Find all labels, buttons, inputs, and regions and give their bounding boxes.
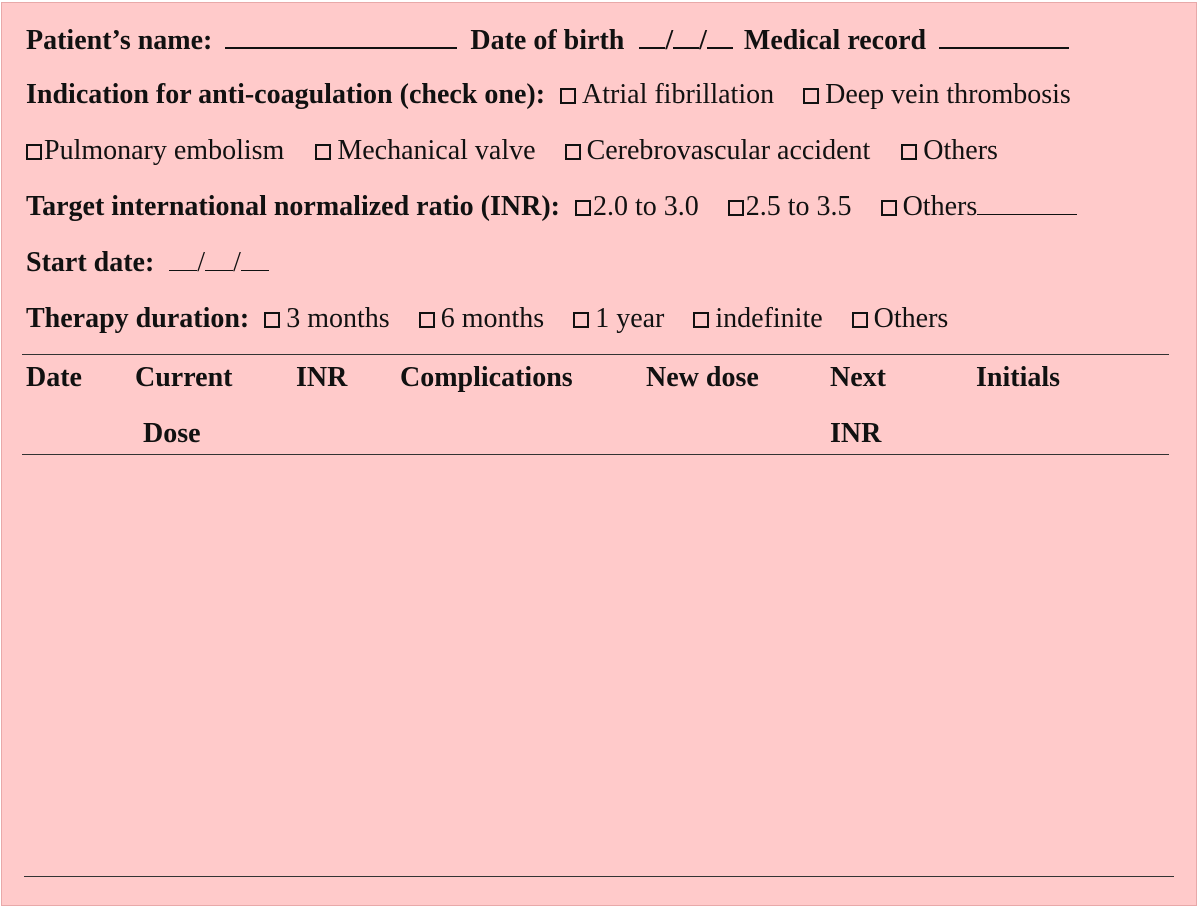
col-initials: Initials [976, 362, 1061, 393]
option-inr-others[interactable]: Others [881, 191, 978, 223]
option-duration-others[interactable]: Others [852, 303, 949, 335]
dob-month-field[interactable] [639, 25, 665, 49]
col-complications: Complications [400, 362, 573, 393]
col-inr: INR [296, 362, 348, 393]
start-date-row [26, 247, 269, 279]
dob-day-field[interactable] [673, 25, 699, 49]
checkbox-icon[interactable] [573, 312, 589, 328]
col-current: Current [135, 362, 233, 393]
table-body[interactable] [22, 456, 1172, 876]
dob-year-field[interactable] [707, 25, 733, 49]
table-bottom-rule [24, 876, 1174, 877]
start-year-field[interactable] [241, 248, 269, 271]
anticoagulation-form [1, 2, 1197, 906]
checkbox-icon[interactable] [560, 88, 576, 104]
header-row [26, 25, 1069, 57]
medical-record-field[interactable] [939, 25, 1069, 49]
patient-name-field[interactable] [225, 25, 457, 49]
option-indefinite[interactable]: indefinite [693, 303, 822, 335]
checkbox-icon[interactable] [803, 88, 819, 104]
checkbox-icon[interactable] [419, 312, 435, 328]
indication-label: Indication for anti-coagulation (check one): [26, 79, 546, 110]
checkbox-icon[interactable] [693, 312, 709, 328]
start-date-separator: / [233, 247, 241, 278]
target-inr-label: Target international normalized ratio (INR): [26, 191, 560, 222]
col-new-dose: New dose [646, 362, 759, 393]
medical-record-label: Medical record [743, 25, 927, 56]
dob-label: Date of birth [470, 25, 625, 56]
start-date-label: Start date: [26, 247, 155, 278]
dob-separator: / [665, 25, 674, 56]
start-date-separator: / [197, 247, 206, 278]
therapy-duration-row [26, 303, 948, 335]
table-header-rule [22, 454, 1169, 455]
option-indication-others[interactable]: Others [901, 135, 998, 167]
option-1-year[interactable]: 1 year [573, 303, 664, 335]
col-date: Date [26, 362, 82, 393]
start-day-field[interactable] [205, 248, 233, 271]
checkbox-icon[interactable] [264, 312, 280, 328]
start-month-field[interactable] [169, 248, 197, 271]
dob-separator: / [699, 25, 707, 56]
col-current-dose: Dose [143, 418, 201, 449]
inr-others-field[interactable] [977, 192, 1077, 215]
checkbox-icon[interactable] [728, 200, 744, 216]
option-inr-2-5-3-5[interactable]: 2.5 to 3.5 [728, 191, 852, 223]
checkbox-icon[interactable] [565, 144, 581, 160]
option-mechanical-valve[interactable]: Mechanical valve [315, 135, 535, 167]
option-inr-2-3[interactable]: 2.0 to 3.0 [575, 191, 699, 223]
indication-row [26, 79, 1071, 111]
col-next: Next [830, 362, 886, 393]
target-inr-row [26, 191, 1077, 223]
option-atrial-fibrillation[interactable]: Atrial fibrillation [560, 79, 774, 111]
col-next-inr: INR [830, 418, 882, 449]
indication-row-2 [26, 135, 998, 167]
checkbox-icon[interactable] [881, 200, 897, 216]
checkbox-icon[interactable] [575, 200, 591, 216]
option-6-months[interactable]: 6 months [419, 303, 544, 335]
therapy-duration-label: Therapy duration: [26, 303, 250, 334]
option-3-months[interactable]: 3 months [264, 303, 389, 335]
option-cerebrovascular-accident[interactable]: Cerebrovascular accident [565, 135, 871, 167]
checkbox-icon[interactable] [901, 144, 917, 160]
option-pulmonary-embolism[interactable]: Pulmonary embolism [26, 135, 284, 167]
table-top-rule [22, 354, 1169, 355]
checkbox-icon[interactable] [315, 144, 331, 160]
patient-name-label: Patient’s name: [26, 25, 213, 56]
option-deep-vein-thrombosis[interactable]: Deep vein thrombosis [803, 79, 1071, 111]
checkbox-icon[interactable] [26, 144, 42, 160]
checkbox-icon[interactable] [852, 312, 868, 328]
